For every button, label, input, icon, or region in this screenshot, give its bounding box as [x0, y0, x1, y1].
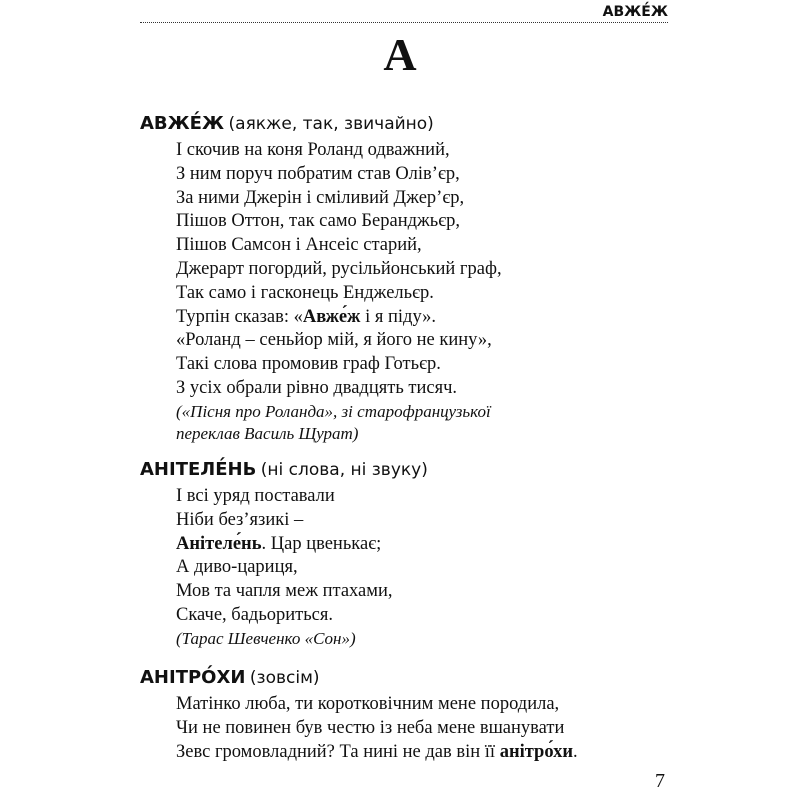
- headword: АНІТЕЛЕ́НЬ: [140, 459, 257, 480]
- verse-text: . Цар цвенькає;: [261, 533, 382, 554]
- verse-text: і я піду».: [360, 306, 437, 327]
- verse-line: Пішов Оттон, так само Беранджьєр,: [176, 211, 461, 232]
- verse-line: Пішов Самсон і Ансеіс старий,: [176, 235, 422, 256]
- verse-line: [176, 741, 680, 765]
- quotation: [176, 485, 680, 650]
- verse-line: І всі уряд поставали: [176, 486, 335, 506]
- section-letter: А: [383, 29, 417, 80]
- dictionary-entry: [140, 110, 680, 445]
- verse-line: Матінко люба, ти коротковічним мене породила,: [176, 694, 560, 714]
- verse-line: [176, 533, 680, 557]
- verse-line: А диво-цариця,: [176, 557, 298, 578]
- verse-line: За ними Джерін і сміливий Джер’єр,: [176, 187, 465, 208]
- running-head: [140, 0, 668, 23]
- verse-line: [176, 306, 680, 330]
- dictionary-entry: [140, 456, 680, 650]
- quotation: [176, 139, 680, 445]
- verse-line: «Роланд – сеньйор мій, я його не кину»,: [176, 330, 492, 351]
- page-number: 7: [655, 770, 665, 792]
- running-head-text: АВЖЕ́Ж: [602, 4, 668, 20]
- entry-headword: [140, 110, 680, 137]
- verse-line: Ніби без’язикі –: [176, 509, 304, 530]
- headword-gloss: (аякже, так, звичайно): [228, 114, 434, 134]
- verse-line: Джерарт погордий, русільйонський граф,: [176, 258, 502, 279]
- quotation-source: переклав Василь Щурат): [176, 423, 359, 443]
- headword: АВЖЕ́Ж: [140, 113, 225, 134]
- headword-in-text: анітро́хи: [499, 741, 574, 762]
- verse-line: Мов та чапля меж птахами,: [176, 581, 393, 602]
- verse-line: Такі слова промовив граф Готьєр.: [176, 354, 441, 375]
- verse-line: Скаче, бадьориться.: [176, 604, 334, 625]
- headword: АНІТРО́ХИ: [140, 667, 246, 688]
- quotation-source: (Тарас Шевченко «Сон»): [176, 628, 356, 648]
- dictionary-entry: [140, 664, 680, 764]
- verse-line: З усіх обрали рівно двадцять тисяч.: [176, 377, 458, 398]
- verse-text: Зевс громовладний? Та нині не дав він її: [176, 741, 500, 762]
- headword-in-text: Анітеле́нь: [176, 533, 262, 554]
- verse-text: .: [573, 741, 578, 762]
- verse-line: З ним поруч побратим став Олів’єр,: [176, 163, 460, 184]
- quotation-source: («Пісня про Роланда», зі старофранцузької: [176, 401, 491, 421]
- quotation: [176, 693, 680, 764]
- verse-text: Турпін сказав: «: [176, 306, 303, 327]
- entry-headword: [140, 664, 680, 691]
- headword-gloss: (ні слова, ні звуку): [260, 460, 428, 480]
- headword-in-text: Авже́ж: [302, 306, 361, 327]
- headword-gloss: (зовсім): [249, 668, 320, 688]
- verse-line: Чи не повинен був честю із неба мене вшанувати: [176, 717, 565, 738]
- verse-line: Так само і гасконець Енджельєр.: [176, 282, 434, 303]
- entry-headword: [140, 456, 680, 483]
- verse-line: І скочив на коня Роланд одважний,: [176, 140, 450, 160]
